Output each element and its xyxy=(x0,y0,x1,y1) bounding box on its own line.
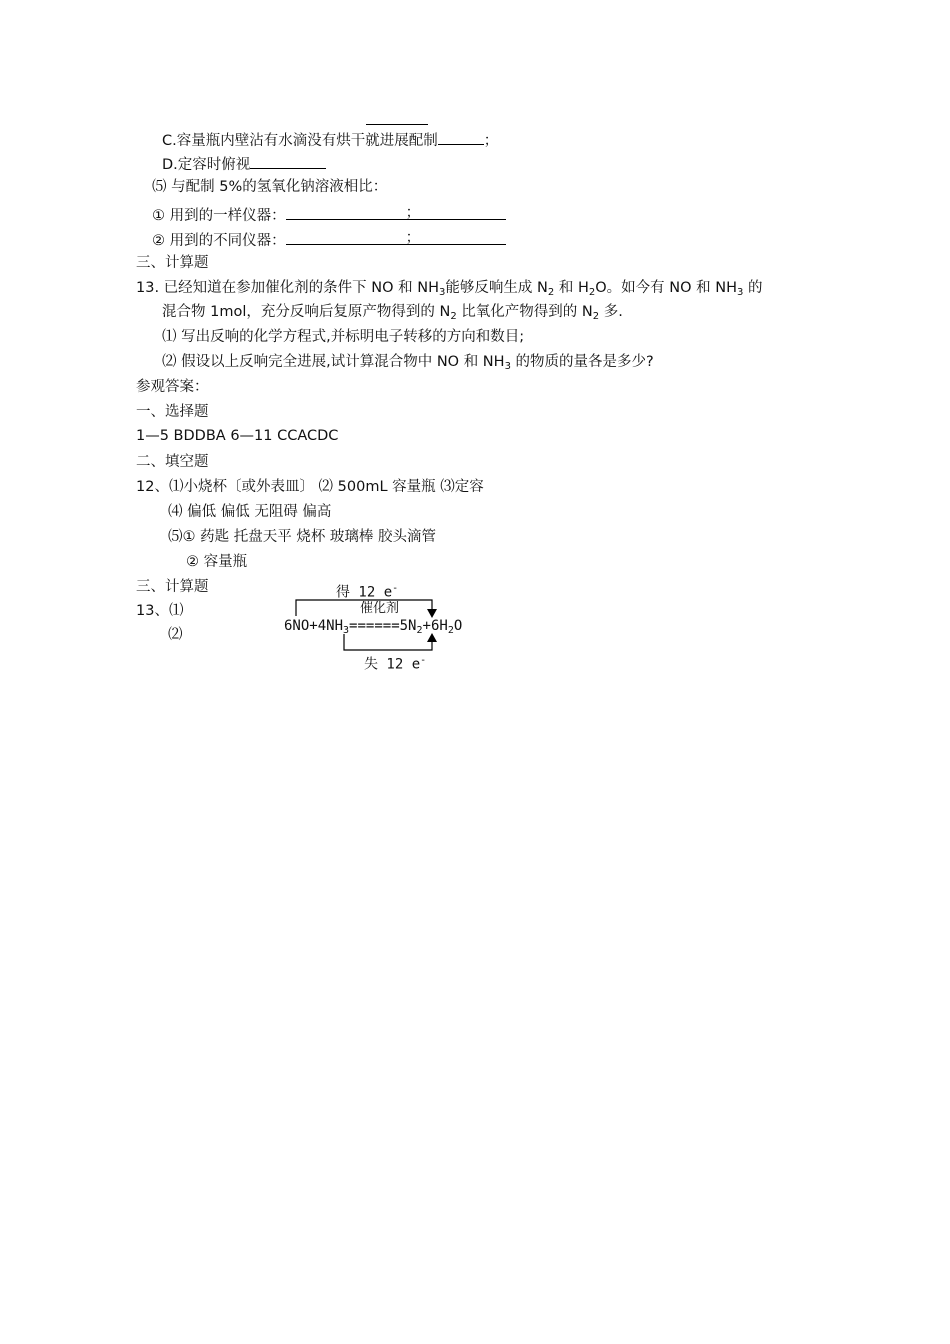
option-c-text: C.容量瓶内壁沾有水滴没有烘干就进展配制 xyxy=(162,133,438,149)
text: ⑵ xyxy=(168,627,183,643)
text: 二、填空题 xyxy=(136,454,209,470)
question-5-1-text: ① 用到的一样仪器： xyxy=(152,208,286,224)
text: 和 H xyxy=(554,280,589,296)
section-3-text: 三、计算题 xyxy=(136,255,209,271)
answer-12-line3 xyxy=(168,527,436,547)
answer-blank[interactable] xyxy=(286,228,506,245)
option-d xyxy=(162,152,326,175)
subscript: 2 xyxy=(592,311,600,322)
question-13-line2 xyxy=(162,302,623,322)
question-5-2 xyxy=(152,228,506,251)
text: 多. xyxy=(599,304,623,320)
answer-blank[interactable] xyxy=(438,128,484,145)
text: 比氧化产物得到的 N xyxy=(456,304,593,320)
subscript: 3 xyxy=(343,625,350,636)
loss-label xyxy=(364,652,426,674)
text: 1—5 BDDBA 6—11 CCACDC xyxy=(136,428,339,444)
answer-blank[interactable] xyxy=(250,152,326,169)
subscript: 3 xyxy=(439,287,446,298)
electron-transfer-equation xyxy=(278,578,518,674)
equation-line xyxy=(284,617,462,635)
blank-top xyxy=(366,124,428,125)
answer-blank[interactable] xyxy=(286,203,506,220)
text: 6NO+4NH xyxy=(284,618,344,634)
subscript: 2 xyxy=(588,287,596,298)
subscript: 3 xyxy=(736,287,744,298)
text: 参观答案： xyxy=(136,379,209,395)
text: 能够反响生成 N xyxy=(445,280,548,296)
superscript: - xyxy=(420,655,427,666)
semicolon: ； xyxy=(483,133,499,149)
text: 12、⑴小烧杯〔或外表皿〕 ⑵ 500mL 容量瓶 ⑶定容 xyxy=(136,479,484,495)
semicolon: ； xyxy=(405,230,421,246)
answers-choice-values xyxy=(136,426,338,446)
answers-section-3 xyxy=(136,577,209,597)
subscript: 2 xyxy=(450,311,457,322)
question-5 xyxy=(152,177,387,197)
subscript: 2 xyxy=(447,625,454,636)
text: ② 容量瓶 xyxy=(186,554,248,570)
question-5-1 xyxy=(152,203,506,226)
subscript: 2 xyxy=(547,287,555,298)
superscript: - xyxy=(392,583,399,594)
question-13-part2 xyxy=(162,352,654,372)
question-5-2-text: ② 用到的不同仪器： xyxy=(152,233,286,249)
section-3-heading xyxy=(136,253,209,273)
loss-bracket xyxy=(344,634,432,650)
answers-section-2 xyxy=(136,452,209,472)
text: ⑵ 假设以上反响完全进展,试计算混合物中 NO 和 NH xyxy=(162,354,505,370)
question-5-text: ⑸ 与配制 5%的氢氧化钠溶液相比： xyxy=(152,179,388,195)
text: 13、⑴ xyxy=(136,603,184,619)
text: O。如今有 NO 和 NH xyxy=(595,280,737,296)
answer-13-part2 xyxy=(168,625,183,645)
subscript: 3 xyxy=(504,361,511,372)
text: 三、计算题 xyxy=(136,579,209,595)
text: ⑷ 偏低 偏低 无阻碍 偏高 xyxy=(168,504,332,520)
answer-12-line1 xyxy=(136,477,484,497)
loss-text: 失 12 e xyxy=(364,656,421,673)
option-c xyxy=(162,128,498,151)
text: +6H xyxy=(422,618,448,634)
text: 的物质的量各是多少? xyxy=(510,354,654,370)
answer-12-line4 xyxy=(186,552,247,572)
text: ⑸① 药匙 托盘天平 烧杯 玻璃棒 胶头滴管 xyxy=(168,529,437,545)
semicolon: ； xyxy=(405,205,421,221)
text: ====== xyxy=(349,618,400,634)
question-13-part1 xyxy=(162,327,524,347)
text: 的 xyxy=(743,280,763,296)
answer-13-part1 xyxy=(136,601,183,621)
text: O xyxy=(453,618,463,634)
text: 5N xyxy=(399,618,417,634)
answers-heading xyxy=(136,377,209,397)
answers-section-1 xyxy=(136,402,209,422)
answer-12-line2 xyxy=(168,502,331,522)
text: ⑴ 写出反响的化学方程式,并标明电子转移的方向和数目; xyxy=(162,329,525,345)
question-13-line1 xyxy=(136,278,762,298)
gain-label xyxy=(336,580,398,602)
catalyst-label: 催化剂 xyxy=(360,601,400,616)
subscript: 2 xyxy=(416,625,423,636)
text: 一、选择题 xyxy=(136,404,209,420)
text: 13. 已经知道在参加催化剂的条件下 NO 和 NH xyxy=(136,280,440,296)
option-d-text: D.定容时俯视 xyxy=(162,157,251,173)
gain-text: 得 12 e xyxy=(336,584,393,601)
text: 混合物 1mol，充分反响后复原产物得到的 N xyxy=(162,304,451,320)
